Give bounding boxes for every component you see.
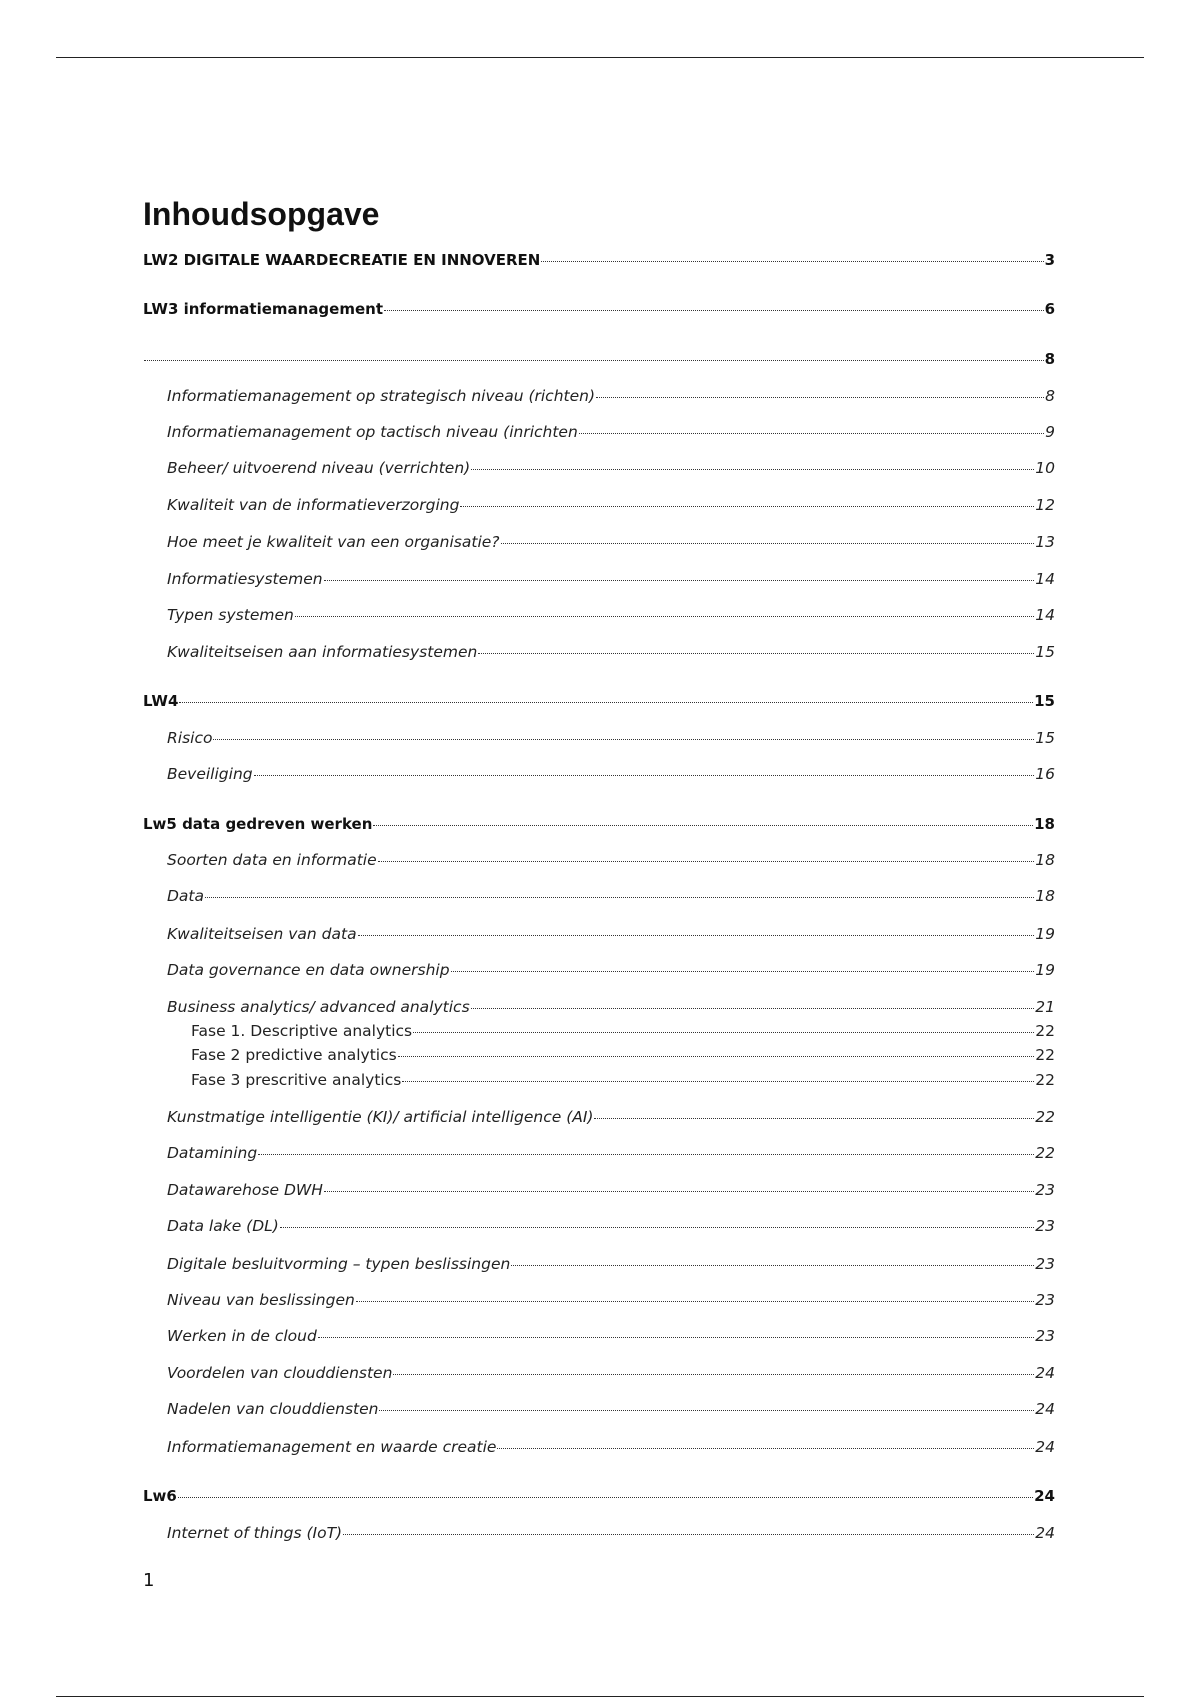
toc-entry-level-1[interactable] [143, 348, 1055, 370]
toc-dot-leader [254, 775, 1035, 776]
toc-entry-level-2[interactable] [167, 421, 1055, 443]
toc-entry-page-number: 18 [1035, 851, 1055, 869]
toc-entry-level-2[interactable] [167, 385, 1055, 407]
toc-entry-label: Fase 1. Descriptive analytics [191, 1022, 413, 1040]
toc-dot-leader [471, 469, 1034, 470]
toc-entry-level-2[interactable] [167, 1436, 1055, 1458]
toc-entry-label: Informatiemanagement op strategisch niveau (richten) [167, 387, 596, 405]
toc-entry-page-number: 23 [1035, 1217, 1055, 1235]
toc-entry-level-2[interactable] [167, 996, 1055, 1018]
toc-title: Inhoudsopgave [143, 196, 380, 232]
toc-dot-leader [460, 506, 1034, 507]
toc-entry-page-number: 19 [1035, 961, 1055, 979]
toc-entry-level-1[interactable] [143, 1485, 1055, 1507]
toc-dot-leader [497, 1448, 1034, 1449]
toc-dot-leader [413, 1032, 1034, 1033]
toc-entry-page-number: 23 [1035, 1181, 1055, 1199]
toc-dot-leader [280, 1227, 1034, 1228]
toc-dot-leader [343, 1534, 1034, 1535]
toc-entry-page-number: 24 [1035, 1438, 1055, 1456]
toc-entry-page-number: 18 [1034, 815, 1055, 833]
toc-entry-page-number: 23 [1035, 1327, 1055, 1345]
toc-entry-label: Beheer/ uitvoerend niveau (verrichten) [167, 459, 471, 477]
toc-entry-page-number: 8 [1044, 350, 1055, 368]
toc-entry-page-number: 23 [1035, 1291, 1055, 1309]
toc-entry-label: Nadelen van clouddiensten [167, 1400, 379, 1418]
toc-entry-level-1[interactable] [143, 690, 1055, 712]
toc-entry-level-2[interactable] [167, 1289, 1055, 1311]
toc-dot-leader [402, 1081, 1034, 1082]
toc-entry-page-number: 22 [1035, 1108, 1055, 1126]
toc-entry-label: Niveau van beslissingen [167, 1291, 355, 1309]
toc-entry-label: Business analytics/ advanced analytics [167, 998, 470, 1016]
toc-dot-leader [324, 1191, 1034, 1192]
toc-entry-page-number: 6 [1044, 300, 1055, 318]
toc-entry-level-3[interactable] [191, 1044, 1055, 1066]
toc-entry-label: Data lake (DL) [167, 1217, 279, 1235]
toc-dot-leader [179, 702, 1033, 703]
toc-entry-page-number: 22 [1035, 1046, 1055, 1064]
toc-dot-leader [356, 1301, 1034, 1302]
toc-dot-leader [378, 861, 1035, 862]
toc-dot-leader [596, 397, 1044, 398]
toc-entry-page-number: 22 [1035, 1071, 1055, 1089]
toc-entry-label: Fase 3 prescritive analytics [191, 1071, 402, 1089]
toc-dot-leader [295, 616, 1034, 617]
toc-entry-level-1[interactable] [143, 813, 1055, 835]
toc-entry-label: Kwaliteit van de informatieverzorging [167, 496, 460, 514]
toc-entry-level-3[interactable] [191, 1020, 1055, 1042]
toc-entry-label: Lw5 data gedreven werken [143, 815, 373, 833]
toc-entry-label: Kwaliteitseisen aan informatiesystemen [167, 643, 478, 661]
toc-entry-level-2[interactable] [167, 531, 1055, 553]
toc-dot-leader [471, 1008, 1035, 1009]
toc-entry-level-2[interactable] [167, 763, 1055, 785]
toc-entry-page-number: 8 [1045, 387, 1055, 405]
footer-rule [56, 1696, 1144, 1697]
toc-entry-label: LW4 [143, 692, 179, 710]
toc-dot-leader [144, 360, 1044, 361]
toc-entry-label: Informatiemanagement en waarde creatie [167, 1438, 497, 1456]
toc-entry-label: Internet of things (IoT) [167, 1524, 343, 1542]
toc-entry-label: Datawarehose DWH [167, 1181, 323, 1199]
toc-entry-label: Hoe meet je kwaliteit van een organisatie? [167, 533, 500, 551]
toc-entry-label: Lw6 [143, 1487, 177, 1505]
toc-entry-page-number: 19 [1035, 925, 1055, 943]
toc-entry-page-number: 13 [1035, 533, 1055, 551]
toc-entry-level-2[interactable] [167, 1106, 1055, 1128]
toc-entry-page-number: 21 [1035, 998, 1055, 1016]
toc-entry-page-number: 15 [1035, 729, 1055, 747]
toc-entry-page-number: 14 [1035, 570, 1055, 588]
toc-entry-page-number: 22 [1035, 1022, 1055, 1040]
toc-entry-label: Datamining [167, 1144, 258, 1162]
toc-entry-label: LW3 informatiemanagement [143, 300, 383, 318]
toc-dot-leader [579, 433, 1044, 434]
toc-entry-level-2[interactable] [167, 1253, 1055, 1275]
toc-entry-level-1[interactable] [143, 249, 1055, 271]
toc-dot-leader [501, 543, 1035, 544]
toc-entry-level-2[interactable] [167, 885, 1055, 907]
toc-entry-level-2[interactable] [167, 1325, 1055, 1347]
toc-entry-page-number: 15 [1034, 692, 1055, 710]
toc-entry-label: Beveiliging [167, 765, 253, 783]
toc-dot-leader [178, 1497, 1033, 1498]
toc-entry-level-2[interactable] [167, 494, 1055, 516]
toc-entry-label: Fase 2 predictive analytics [191, 1046, 397, 1064]
toc-entry-level-2[interactable] [167, 1398, 1055, 1420]
toc-entry-page-number: 23 [1035, 1255, 1055, 1273]
toc-dot-leader [258, 1154, 1034, 1155]
toc-entry-page-number: 24 [1035, 1524, 1055, 1542]
toc-entry-level-2[interactable] [167, 1522, 1055, 1544]
toc-entry-level-2[interactable] [167, 641, 1055, 663]
toc-dot-leader [358, 935, 1035, 936]
toc-entry-level-2[interactable] [167, 604, 1055, 626]
toc-entry-page-number: 14 [1035, 606, 1055, 624]
toc-entry-label: Kwaliteitseisen van data [167, 925, 357, 943]
toc-dot-leader [205, 897, 1034, 898]
toc-entry-label: Data [167, 887, 205, 905]
toc-entry-label: Risico [167, 729, 213, 747]
toc-entry-label: Werken in de cloud [167, 1327, 317, 1345]
toc-entry-page-number: 16 [1035, 765, 1055, 783]
toc-entry-page-number: 24 [1034, 1487, 1055, 1505]
toc-entry-label: Informatiesystemen [167, 570, 323, 588]
toc-entry-page-number: 18 [1035, 887, 1055, 905]
toc-entry-page-number: 24 [1035, 1400, 1055, 1418]
toc-dot-leader [393, 1374, 1034, 1375]
toc-entry-label: LW2 DIGITALE WAARDECREATIE EN INNOVEREN [143, 251, 541, 269]
toc-entry-level-2[interactable] [167, 1215, 1055, 1237]
toc-entry-page-number: 9 [1045, 423, 1055, 441]
toc-entry-level-2[interactable] [167, 1142, 1055, 1164]
toc-entry-label: Typen systemen [167, 606, 294, 624]
toc-dot-leader [398, 1056, 1035, 1057]
toc-entry-level-2[interactable] [167, 923, 1055, 945]
toc-entry-level-2[interactable] [167, 568, 1055, 590]
toc-dot-leader [594, 1118, 1034, 1119]
toc-entry-page-number: 12 [1035, 496, 1055, 514]
toc-dot-leader [213, 739, 1034, 740]
toc-dot-leader [451, 971, 1035, 972]
toc-dot-leader [379, 1410, 1034, 1411]
toc-entry-page-number: 3 [1044, 251, 1055, 269]
toc-dot-leader [478, 653, 1034, 654]
toc-dot-leader [318, 1337, 1034, 1338]
toc-dot-leader [373, 825, 1033, 826]
toc-entry-label: Soorten data en informatie [167, 851, 377, 869]
toc-entry-page-number: 24 [1035, 1364, 1055, 1382]
toc-entry-level-1[interactable] [143, 298, 1055, 320]
toc-entry-label: Informatiemanagement op tactisch niveau (inrichten [167, 423, 578, 441]
toc-dot-leader [541, 261, 1043, 262]
toc-entry-level-2[interactable] [167, 1362, 1055, 1384]
toc-entry-label: Voordelen van clouddiensten [167, 1364, 393, 1382]
toc-entry-page-number: 22 [1035, 1144, 1055, 1162]
toc-entry-label: Data governance en data ownership [167, 961, 450, 979]
toc-dot-leader [384, 310, 1044, 311]
toc-dot-leader [324, 580, 1035, 581]
toc-entry-level-3[interactable] [191, 1069, 1055, 1091]
toc-entry-level-2[interactable] [167, 1179, 1055, 1201]
toc-entry-page-number: 10 [1035, 459, 1055, 477]
toc-entry-level-2[interactable] [167, 959, 1055, 981]
toc-entry-level-2[interactable] [167, 727, 1055, 749]
page-number: 1 [143, 1570, 155, 1591]
toc-entry-label: Kunstmatige intelligentie (KI)/ artificial intelligence (AI) [167, 1108, 594, 1126]
toc-entry-level-2[interactable] [167, 849, 1055, 871]
toc-entry-level-2[interactable] [167, 457, 1055, 479]
toc-dot-leader [511, 1265, 1034, 1266]
toc-entry-label: Digitale besluitvorming – typen beslissingen [167, 1255, 511, 1273]
toc-entry-page-number: 15 [1035, 643, 1055, 661]
